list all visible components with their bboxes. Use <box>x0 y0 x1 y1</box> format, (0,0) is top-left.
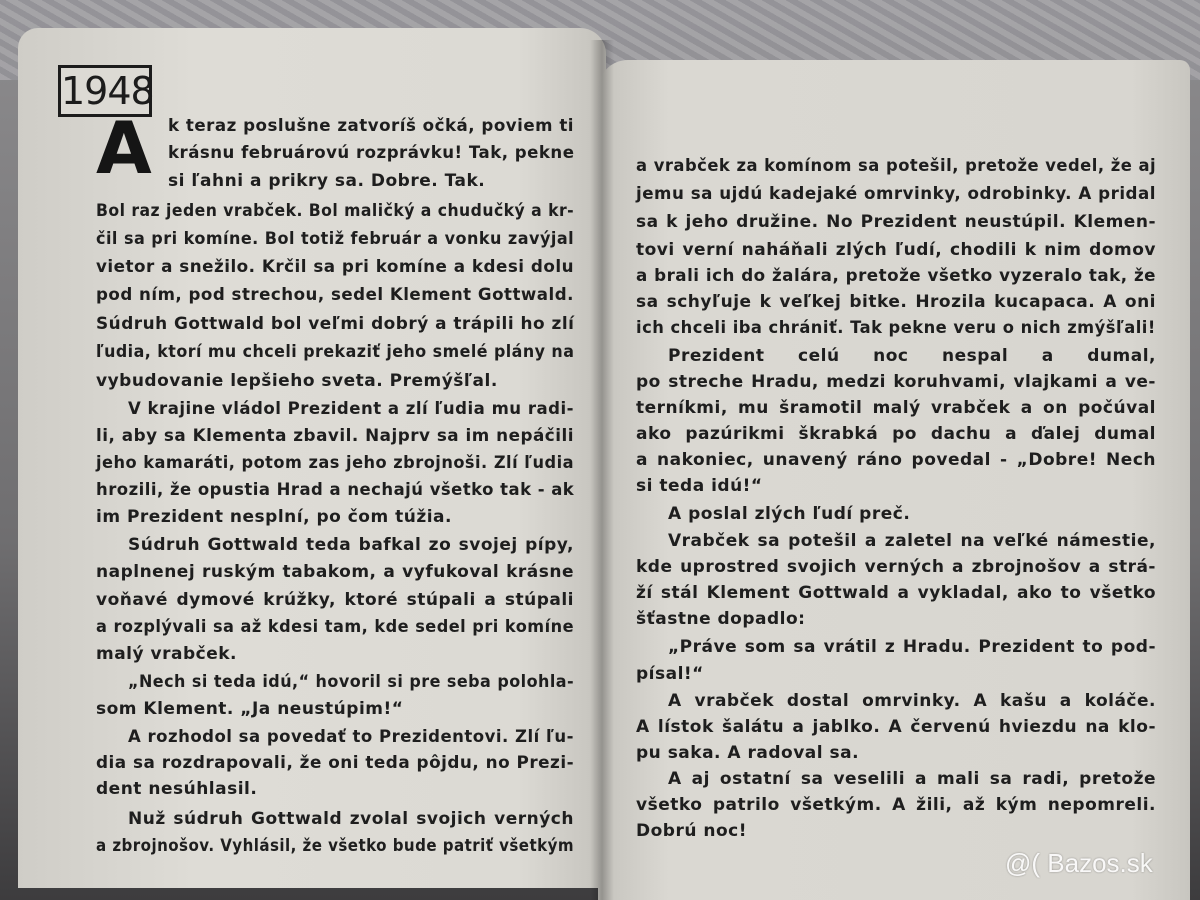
text-line: terníkmi, mu šramotil malý vrabček a on počúval <box>636 398 1156 418</box>
text-line: Nuž súdruh Gottwald zvolal svojich verných <box>128 809 574 829</box>
text-line: k teraz poslušne zatvoríš očká, poviem ti <box>168 116 574 136</box>
text-line: kde uprostred svojich verných a zbrojnošov a strá- <box>636 557 1156 577</box>
text-line: a zbrojnošov. Vyhlásil, že všetko bude patriť všetkým <box>96 836 574 856</box>
text-line: sa schyľuje k veľkej bitke. Hrozila kucapaca. A oni <box>636 292 1156 312</box>
text-line: a brali ich do žalára, pretože všetko vyzeralo tak, že <box>636 266 1156 286</box>
text-line: ží stál Klement Gottwald a vykladal, ako to všetko <box>636 583 1156 603</box>
text-line: A lístok šalátu a jablko. A červenú hviezdu na klo- <box>636 717 1156 737</box>
text-line: si teda idú!“ <box>636 476 763 496</box>
text-line: si ľahni a prikry sa. Dobre. Tak. <box>168 171 486 191</box>
text-line: A poslal zlých ľudí preč. <box>668 504 911 524</box>
text-line: Vrabček sa potešil a zaletel na veľké námestie, <box>668 531 1156 551</box>
text-line: vybudovanie lepšieho sveta. Premýšľal. <box>96 371 498 391</box>
book-gutter <box>590 40 614 900</box>
text-line: hrozili, že opustia Hrad a nechajú všetko tak - ak <box>96 480 575 500</box>
text-line: som Klement. „Ja neustúpim!“ <box>96 699 404 719</box>
text-line: ich chceli iba chrániť. Tak pekne veru o nich zmýšľali! <box>636 318 1156 338</box>
text-line: pu saka. A radoval sa. <box>636 743 860 763</box>
text-line: voňavé dymové krúžky, ktoré stúpali a stúpali <box>96 590 574 610</box>
text-line: a rozplývali sa až kdesi tam, kde sedel pri komíne <box>96 617 574 637</box>
text-line: A vrabček dostal omrvinky. A kašu a koláče. <box>668 691 1156 711</box>
text-line: A rozhodol sa povedať to Prezidentovi. Zlí ľu- <box>128 727 574 747</box>
text-line: Prezident celú noc nespal a dumal, <box>668 346 1156 366</box>
text-line: pod ním, pod strechou, sedel Klement Gottwald. <box>96 285 574 305</box>
text-line: dia sa rozdrapovali, že oni teda pôjdu, no Prezi- <box>96 753 575 773</box>
text-line: sa k jeho družine. No Prezident neustúpil. Klemen- <box>636 212 1156 232</box>
text-line: ako pazúrikmi škrabká po dachu a ďalej dumal <box>636 424 1156 444</box>
text-line: jemu sa ujdú kadejaké omrvinky, odrobinky. A pridal <box>636 184 1156 204</box>
text-line: dent nesúhlasil. <box>96 779 258 799</box>
text-line: V krajine vládol Prezident a zlí ľudia mu radi- <box>128 399 574 419</box>
text-line: im Prezident nesplní, po čom túžia. <box>96 507 452 527</box>
text-line: naplnenej ruským tabakom, a vyfukoval krásne <box>96 562 574 582</box>
drop-cap: A <box>96 106 152 190</box>
text-line: čil sa pri komíne. Bol totiž február a vonku zavýjal <box>96 229 575 249</box>
text-line: Súdruh Gottwald bol veľmi dobrý a trápili ho zlí <box>96 314 575 334</box>
text-line: „Práve som sa vrátil z Hradu. Prezident to pod- <box>668 637 1156 657</box>
text-line: Bol raz jeden vrabček. Bol maličký a chudučký a kr- <box>96 201 575 221</box>
text-line: šťastne dopadlo: <box>636 609 806 629</box>
text-line: všetko patrilo všetkým. A žili, až kým nepomreli. <box>636 795 1156 815</box>
text-line: malý vrabček. <box>96 644 237 664</box>
text-line: a nakoniec, unavený ráno povedal - „Dobre! Nech <box>636 450 1156 470</box>
text-line: a vrabček za komínom sa potešil, pretože vedel, že aj <box>636 156 1157 176</box>
text-line: A aj ostatní sa veselili a mali sa radi, pretože <box>668 769 1156 789</box>
text-line: ľudia, ktorí mu chceli prekaziť jeho smelé plány na <box>96 342 575 362</box>
text-line: li, aby sa Klementa zbavil. Najprv sa im nepáčili <box>96 426 574 446</box>
watermark-logo: @( Bazos.sk <box>1005 848 1153 878</box>
text-line: Dobrú noc! <box>636 821 747 841</box>
text-line: Súdruh Gottwald teda bafkal zo svojej pípy, <box>128 535 574 555</box>
text-line: po streche Hradu, medzi koruhvami, vlajkami a ve- <box>636 372 1156 392</box>
text-line: písal!“ <box>636 664 704 684</box>
text-line: tovi verní naháňali zlých ľudí, chodili k nim domov <box>636 240 1156 260</box>
text-line: vietor a snežilo. Krčil sa pri komíne a kdesi dolu <box>96 257 574 277</box>
text-line: krásnu februárovú rozprávku! Tak, pekne <box>168 143 575 163</box>
text-line: jeho kamaráti, potom zas jeho zbrojnoši. Zlí ľudia <box>96 453 574 473</box>
year-heading: 1948 <box>58 65 152 117</box>
text-line: „Nech si teda idú,“ hovoril si pre seba polohla- <box>128 672 575 692</box>
